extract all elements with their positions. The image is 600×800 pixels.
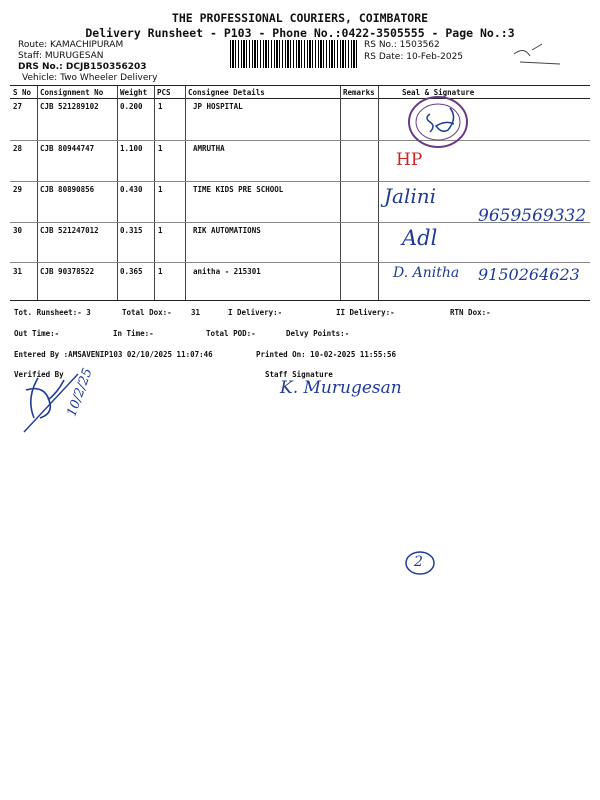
table-bottom-border [10, 300, 590, 301]
col-pcs: PCS [157, 88, 171, 97]
table-row-sno: 31 [13, 267, 23, 276]
table-row-consignee: anitha - 215301 [193, 267, 261, 276]
table-row-consignment: CJB 521247012 [40, 226, 99, 235]
table-row-pcs: 1 [158, 144, 163, 153]
table-row-sno: 29 [13, 185, 23, 194]
seal-stamp [406, 94, 470, 150]
vehicle-label: Vehicle: Two Wheeler Delivery [22, 73, 158, 83]
col-sno: S No [13, 88, 32, 97]
printed-on: Printed On: 10-02-2025 11:55:56 [256, 350, 396, 359]
runsheet-subtitle: Delivery Runsheet - P103 - Phone No.:0422-3505555 - Page No.:3 [85, 26, 515, 40]
entered-by: Entered By :AMSAVENIP103 02/10/2025 11:07:46 [14, 350, 213, 359]
table-header-border [10, 98, 590, 99]
table-row-pcs: 1 [158, 226, 163, 235]
row-sep [10, 140, 590, 141]
col-sep [117, 86, 118, 300]
table-row-weight: 0.315 [120, 226, 143, 235]
ii-delivery: II Delivery:- [336, 308, 395, 317]
handwritten-signature-row30: Adl [402, 226, 438, 250]
table-row-sno: 27 [13, 102, 23, 111]
verified-by-label: Verified By [14, 370, 64, 379]
handwritten-verified-date: 10/2/25 [64, 366, 96, 419]
col-sep [185, 86, 186, 300]
in-time: In Time:- [113, 329, 154, 338]
table-row-weight: 0.430 [120, 185, 143, 194]
table-row-consignment: CJB 521289102 [40, 102, 99, 111]
i-delivery: I Delivery:- [228, 308, 283, 317]
table-row-weight: 1.100 [120, 144, 143, 153]
col-sep [378, 86, 379, 300]
handwritten-initials-row28: HP [396, 150, 423, 170]
table-row-pcs: 1 [158, 185, 163, 194]
stray-pencil-marks [512, 40, 572, 70]
table-row-consignee: RIK AUTOMATIONS [193, 226, 261, 235]
handwritten-staff-signature: K. Murugesan [280, 378, 402, 398]
row-sep [10, 181, 590, 182]
col-sep [340, 86, 341, 300]
out-time: Out Time:- [14, 329, 60, 338]
col-sep [37, 86, 38, 300]
col-signature: Seal & Signature [402, 88, 475, 97]
table-row-weight: 0.200 [120, 102, 143, 111]
tot-runsheet: Tot. Runsheet:- 3 [14, 308, 91, 317]
table-top-border [10, 85, 590, 86]
company-title: THE PROFESSIONAL COURIERS, COIMBATORE [171, 11, 429, 25]
delvy-points: Delvy Points:- [286, 329, 350, 338]
table-row-weight: 0.365 [120, 267, 143, 276]
rs-date: RS Date: 10-Feb-2025 [364, 52, 464, 62]
staff-signature-label: Staff Signature [265, 370, 333, 379]
table-row-consignee: TIME KIDS PRE SCHOOL [193, 185, 284, 194]
rs-number: RS No.: 1503562 [364, 40, 440, 50]
col-remarks: Remarks [343, 88, 375, 97]
row-sep [10, 262, 590, 263]
drs-number: DRS No.: DCJB150356203 [18, 62, 147, 72]
table-row-pcs: 1 [158, 102, 163, 111]
table-row-pcs: 1 [158, 267, 163, 276]
route-label: Route: KAMACHIPURAM [18, 40, 124, 50]
handwritten-phone-row29: 9659569332 [478, 206, 587, 226]
col-consignment: Consignment No [40, 88, 104, 97]
handwritten-page-number: 2 [414, 554, 423, 570]
handwritten-phone-row31: 9150264623 [478, 265, 580, 284]
total-pod: Total POD:- [206, 329, 256, 338]
table-row-consignee: JP HOSPITAL [193, 102, 243, 111]
col-weight: Weight [120, 88, 148, 97]
verified-signature [18, 370, 108, 440]
table-row-consignment: CJB 90378522 [40, 267, 95, 276]
col-sep [154, 86, 155, 300]
table-row-sno: 30 [13, 226, 23, 235]
total-dox-value: 31 [191, 308, 201, 317]
handwritten-name-row31: D. Anitha [393, 265, 460, 281]
rtn-dox: RTN Dox:- [450, 308, 491, 317]
col-consignee: Consignee Details [188, 88, 265, 97]
table-row-sno: 28 [13, 144, 23, 153]
staff-label: Staff: MURUGESAN [18, 51, 104, 61]
table-row-consignment: CJB 80890856 [40, 185, 95, 194]
table-row-consignee: AMRUTHA [193, 144, 225, 153]
total-dox-label: Total Dox:- [122, 308, 172, 317]
barcode [230, 40, 358, 68]
handwritten-signature-row29: Jalini [384, 184, 437, 208]
table-row-consignment: CJB 80944747 [40, 144, 95, 153]
